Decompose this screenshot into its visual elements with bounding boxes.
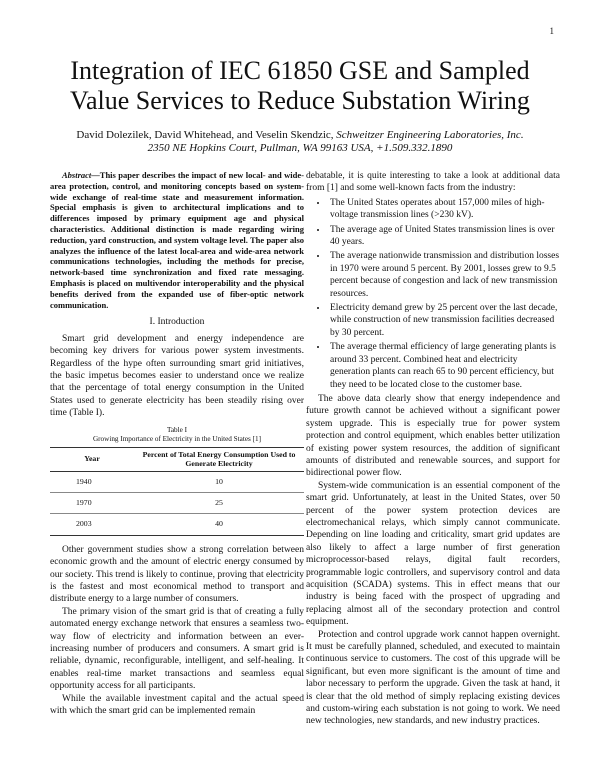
table-row <box>50 471 304 492</box>
section-heading-introduction: I. Introduction <box>149 317 205 328</box>
paragraph: Protection and control upgrade work cannot happen overnight. It must be carefully planned, scheduled, and executed to maintain continuous service to customers. The cost of this upgrade will be significant, but even more significant is the amount of time and labor necessary to perform the upgrade. Given the task at hand, it is clear that the old method of simply replacing existing devices and custom-wiring each substation is not going to work. We need new technologies, new standards, and new industry practices. <box>306 629 560 727</box>
page-number: 1 <box>549 26 554 36</box>
list-item: • The United States operates about 157,000 miles of high-voltage transmission lines (>230 kV). <box>328 197 560 222</box>
author-line <box>40 129 560 142</box>
paragraph: Other government studies show a strong correlation between economic growth and the amount of electric energy consumed by our society. This trend is likely to continue, proving that electricity is the fastest and most economical method to transport and distribute energy to a large number of consumers. <box>50 544 304 605</box>
paragraph: Smart grid development and energy independence are becoming key drivers for various power system investments. Regardless of the hype often surrounding smart grid initiatives, the basic impetus becomes easier to understand once we realize that the percentage of total energy consumption in the United States used to generate electricity has been steadily rising over time (Table I). <box>50 333 304 419</box>
table-label: Table I <box>166 425 188 434</box>
affiliation: Schweitzer Engineering Laboratories, Inc. <box>336 129 524 141</box>
list-item: • The average thermal efficiency of large generating plants is around 33 percent. Combined heat and electricity generation plants can reach 65 to 90 percent efficiency, but they need to be located close to the customer base. <box>328 341 560 391</box>
abstract-text: —This paper describes the impact of new local- and wide-area protection, control, and monitoring concepts based on system-wide exchange of real-time state and measurement information. Special emphasis is given to architectural implications and to differences imposed by primary equipment age and physical characteristics. Additional distinction is made regarding wiring reduction, yard construction, and system voltage level. The paper also analyzes the influence of the latest local-area and wide-area network communications technologies, including the methods for precise, network-based time synchronization and fixed rate messaging. Emphasis is placed on multivendor interoperability and the physical benefits derived from the expanded use of fiber-optic network communication. <box>50 170 304 310</box>
table-caption: Growing Importance of Electricity in the United States [1] <box>92 434 262 443</box>
list-item: • Electricity demand grew by 25 percent over the last decade, while construction of new transmission facilities decreased by 30 percent. <box>328 302 560 339</box>
list-item: • The average nationwide transmission and distribution losses in 1970 were around 5 percent. By 2001, losses grew to 9.5 percent because of congestion and lack of new transmission resources. <box>328 250 560 300</box>
author-names: David Dolezilek, David Whitehead, and Veselin Skendzic, <box>76 129 334 141</box>
paragraph: debatable, it is quite interesting to take a look at additional data from [1] and some well-known facts from the industry: <box>306 171 560 194</box>
abstract-lead: Abstract <box>62 170 92 180</box>
paragraph: The primary vision of the smart grid is that of creating a fully automated energy exchange network that ensures a seamless two-way flow of electricity and information between an ever-increasing number of producers and consumers. A smart grid is reliable, dynamic, reconfigurable, intelligent, and self-healing. It enables real-time market transactions and seamless equal opportunity access for all participants. <box>50 606 304 692</box>
paper-title: Integration of IEC 61850 GSE and Sampled Value Services to Reduce Substation Wiring <box>70 56 530 115</box>
facts-list <box>306 197 560 391</box>
table-row <box>50 493 304 514</box>
paragraph: System-wide communication is an essential component of the smart grid. Unfortunately, at least in the United States, over 50 percent of the power system protection devices are electromechanical relays, which simply cannot communicate. Depending on line loading and criticality, smart grid updates are also likely to affect a large number of first generation microprocessor-based relays, digital fault recorders, programmable logic controllers, and supervisory control and data acquisition (SCADA) systems. This in effect means that our industry is being faced with the prospect of upgrading and replacing almost all of the secondary protection and control equipment. <box>306 480 560 628</box>
table-header-percent: Percent of Total Energy Consumption Used to Generate Electricity <box>134 447 304 471</box>
paragraph: While the available investment capital and the actual speed with which the smart grid can be implemented remain <box>50 693 304 717</box>
paragraph: The above data clearly show that energy independence and future growth cannot be achieved without a significant power system upgrade. This is especially true for power system protection and control equipment, which enables better utilization of existing power system resources, the addition of significant amounts of distributed and renewable sources, and support for bidirectional power flow. <box>306 393 560 479</box>
left-column <box>50 170 304 718</box>
address: 2350 NE Hopkins Court, Pullman, WA 99163 USA, +1.509.332.1890 <box>147 142 453 154</box>
table-cell-year: 1970 <box>50 493 134 514</box>
energy-table <box>50 447 304 536</box>
abstract <box>50 170 304 310</box>
table-row <box>50 514 304 535</box>
table-cell-year: 2003 <box>50 514 134 535</box>
table-header-year: Year <box>50 447 134 471</box>
list-item: • The average age of United States transmission lines is over 40 years. <box>328 224 560 249</box>
table-cell-year: 1940 <box>50 471 134 492</box>
table-cell-value: 40 <box>134 514 304 535</box>
table-cell-value: 10 <box>134 471 304 492</box>
right-column <box>306 170 560 728</box>
table-cell-value: 25 <box>134 493 304 514</box>
